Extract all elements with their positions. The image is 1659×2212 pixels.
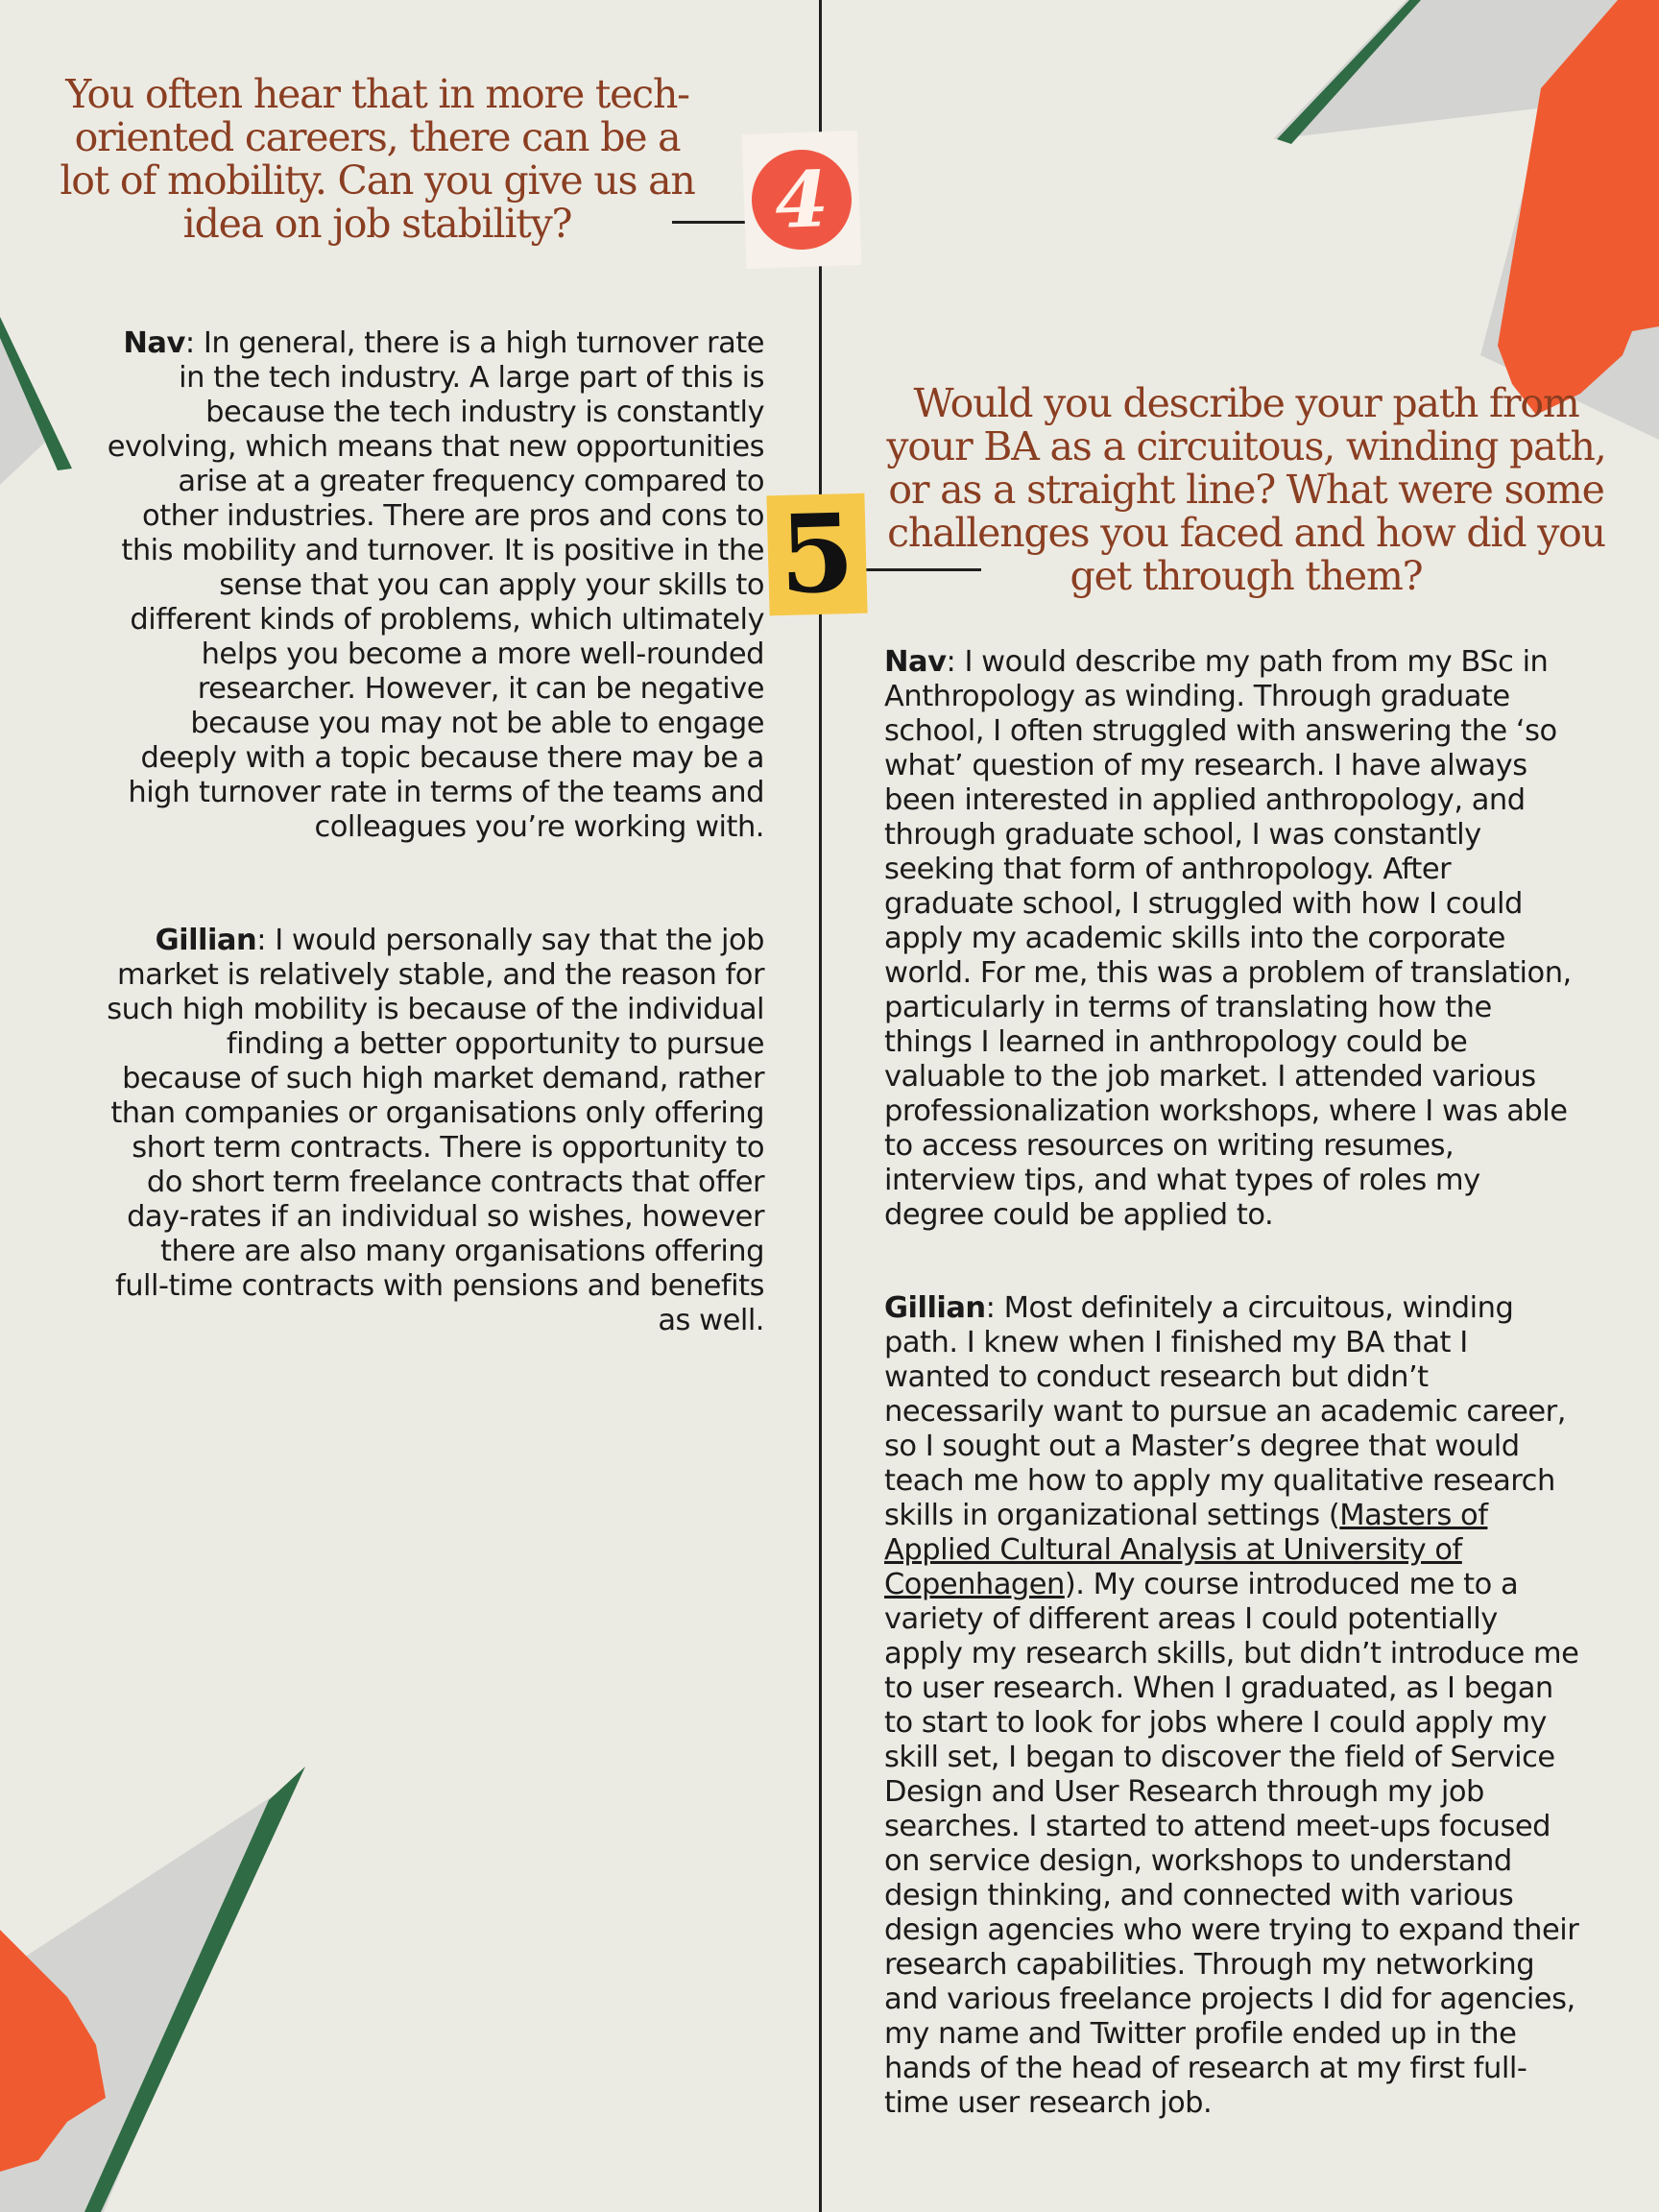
- q5-gillian-answer: [884, 1291, 1581, 2121]
- speaker-name: Nav: [123, 326, 185, 360]
- copenhagen-program-link[interactable]: Masters of Applied Cultural Analysis at University of Copenhagen: [884, 1499, 1488, 1601]
- speaker-name: Gillian: [884, 1291, 986, 1325]
- number-5-badge: [766, 490, 867, 618]
- answer-text: : I would describe my path from my BSc in Anthropology as winding. Through graduate school, I often struggled with answering the ‘so what’ question of my research. I have always been interested in applied anthropology, and through graduate school, I was constantly seeking that form of anthropology. After graduate school, I struggled with how I could apply my academic skills into the corporate world. For me, this was a problem of translation, particularly in terms of translating how the things I learned in anthropology could be valuable to the job market. I attended various professionalization workshops, where I was able to access resources on writing resumes, interview tips, and what types of roles my degree could be applied to.: [884, 645, 1572, 1232]
- center-divider-line: [819, 0, 822, 2212]
- question-4-connector: [672, 221, 749, 224]
- q4-nav-answer: [106, 326, 764, 845]
- speaker-name: Nav: [884, 645, 947, 679]
- q5-nav-answer: [884, 645, 1581, 1233]
- question-4-heading: You often hear that in more tech-oriented careers, there can be a lot of mobility. Can you give us an idea on job stability?: [60, 71, 695, 247]
- number-4-label: 4: [773, 154, 830, 246]
- speaker-name: Gillian: [155, 924, 257, 957]
- answer-text: : Most definitely a circuitous, winding path. I knew when I finished my BA that I wanted to conduct research but didn’t necessarily want to pursue an academic career, so I sought out a Master’s degree that would teach me how to apply my qualitative research skills in organizational settings (: [884, 1291, 1566, 1532]
- q4-gillian-answer: [106, 924, 764, 1338]
- number-5-label: 5: [778, 490, 856, 618]
- number-4-disc: [750, 148, 854, 252]
- answer-text: : I would personally say that the job market is relatively stable, and the reason for such high mobility is because of the individual finding a better opportunity to pursue because of such high market demand, rather than companies or organisations only offering short term contracts. There is opportunity to do short term freelance contracts that offer day-rates if an individual so wishes, however there are also many organisations offering full-time contracts with pensions and benefits as well.: [107, 924, 764, 1337]
- answer-text: : In general, there is a high turnover rate in the tech industry. A large part of this is because the tech industry is constantly evolving, which means that new opportunities arise at a greater frequency compared to other industries. There are pros and cons to this mobility and turnover. It is positive in the sense that you can apply your skills to different kinds of problems, which ultimately helps you become a more well-rounded researcher. However, it can be negative because you may not be able to engage deeply with a topic because there may be a high turnover rate in terms of the teams and colleagues you’re working with.: [107, 326, 764, 844]
- number-4-badge: [742, 131, 862, 269]
- question-5-connector: [866, 568, 981, 571]
- question-5-heading: Would you describe your path from your BA as a circuitous, winding path, or as a straight line? What were some challenges you faced and how did you get through them?: [886, 380, 1606, 599]
- answer-text: ). My course introduced me to a variety of different areas I could potentially apply my research skills, but didn’t introduce me to user research. When I graduated, as I began to start to look for jobs where I could apply my skill set, I began to discover the field of Service Design and User Research through my job searches. I started to attend meet-ups focused on service design, workshops to understand design thinking, and connected with various design agencies who were trying to expand their research capabilities. Through my networking and various freelance projects I did for agencies, my name and Twitter profile ended up in the hands of the head of research at my first full-time user research job.: [884, 1568, 1579, 2120]
